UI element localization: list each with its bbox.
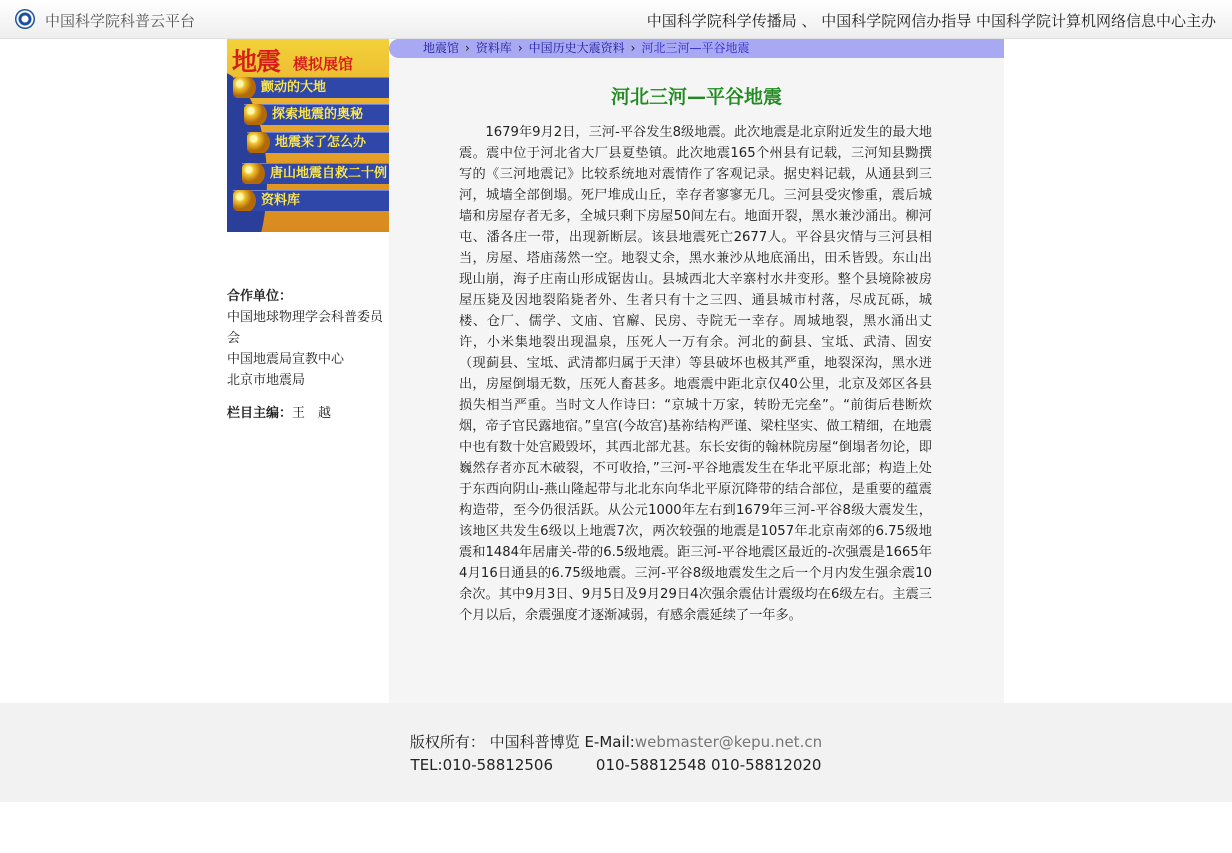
- breadcrumb-link-history[interactable]: 中国历史大震资料: [528, 41, 625, 55]
- globe-icon: [242, 163, 265, 184]
- footer-copyright-line: [0, 731, 1232, 752]
- menu-item-label: 唐山地震自救二十例: [270, 166, 388, 181]
- partner-item: 北京市地震局: [227, 373, 306, 388]
- menu-item-label: 探索地震的奥秘: [272, 107, 364, 122]
- menu-item-label: 地震来了怎么办: [275, 135, 367, 150]
- breadcrumb-current: 河北三河—平谷地震: [641, 41, 750, 55]
- banner-title-small: 模拟展馆: [293, 55, 354, 73]
- partners-block: [227, 286, 389, 424]
- menu-item-tangshan-cases[interactable]: [242, 163, 389, 184]
- editor-heading: 栏目主编：: [227, 406, 293, 421]
- sponsors-text: 中国科学院科学传播局 、 中国科学院网信办指导 中国科学院计算机网络信息中心主办: [646, 12, 1216, 30]
- top-bar: [0, 0, 1232, 39]
- site-name-link[interactable]: 中国科学院科普云平台: [45, 12, 196, 30]
- banner-logo[interactable]: [230, 42, 389, 74]
- copyright-text: 版权所有： 中国科普博览 E-Mail:: [409, 733, 635, 751]
- chevron-right-icon: ›: [630, 41, 636, 55]
- menu-item-trembling-earth[interactable]: [233, 77, 389, 98]
- globe-icon: [247, 132, 270, 153]
- email-link[interactable]: webmaster@kepu.net.cn: [634, 733, 823, 751]
- menu-item-label: 颤动的大地: [261, 80, 327, 95]
- breadcrumb-link-database[interactable]: 资料库: [475, 41, 512, 55]
- menu-item-what-to-do[interactable]: [247, 132, 389, 153]
- article-body: 1679年9月2日，三河-平谷发生8级地震。此次地震是北京附近发生的最大地震。震中位于河北省大厂县夏垫镇。此次地震165个州县有记载，三河知县黝撰写的《三河地震记》比较系统地对震情作了客观记录。据史料记载，从通县到三河，城墙全部倒塌。死尸堆成山丘，幸存者寥寥无几。三河县受灾惨重，震后城墙和房屋存者无多，全城只剩下房屋50间左右。地面开裂，黑水兼沙涌出。柳河屯、潘各庄一带，出现新断层。该县地震死亡2677人。平谷县灾情与三河县相当，房屋、塔庙荡然一空。地裂丈余，黑水兼沙从地底涌出，田禾皆毁。东山出现山崩，海子庄南山形成锯齿山。县城西北大辛寨村水井变形。整个县境除被房屋压毙及因地裂陷毙者外、生者只有十之三四、通县城市村落，尽成瓦砾，城楼、仓厂、儒学、文庙、官廨、民房、寺院无一幸存。周城地裂，黑水涌出丈许，小米集地裂出现温泉，压死人一万有余。河北的蓟县、宝坻、武清、固安（现蓟县、宝坻、武清都归属于天津）等县破坏也极其严重，地裂深沟，黑水迸出，房屋倒塌无数，压死人畜甚多。地震震中距北京仅40公里，北京及郊区各县损失相当严重。当时文人作诗曰：“京城十万家，转盼无完垒”。“前街后巷断炊烟，帝子官民露地宿。”皇宫(今故宫)基祢结构严谨、梁柱坚实、做工精细，在地震中也有数十处宫殿毁坏，其西北部尤甚。东长安街的翰林院房屋“倒塌者勿论，即巍然存者亦瓦木破裂，不可收拾，”三河-平谷地震发生在华北平原北部；构造上处于东西向阴山-燕山隆起带与北北东向华北平原沉降带的结合部位，是重要的蕴震构造带，至今仍很活跃。从公元1000年左右到1679年三河-平谷8级大震发生，该地区共发生6级以上地震7次，两次较强的地震是1057年北京南郊的6.75级地震和1484年居庸关-带的6.5级地震。距三河-平谷地震区最近的-次强震是1665年4月16日通县的6.75级地震。三河-平谷8级地震发生之后一个月内发生强余震10余次。其中9月3日、9月5日及9月29日4次强余震估计震级均在6级左右。主震三个月以后，余震强度才逐渐减弱，有感余震延续了一年多。: [459, 125, 932, 623]
- footer-tel-line: TEL:010-58812506 010-58812548 010-58812020: [410, 756, 822, 774]
- chevron-right-icon: ›: [517, 41, 523, 55]
- editor-line: [227, 403, 389, 424]
- partner-item: 中国地球物理学会科普委员会: [227, 310, 384, 346]
- museum-banner: [227, 39, 389, 232]
- globe-icon: [233, 77, 256, 98]
- cas-logo-icon[interactable]: [15, 9, 35, 29]
- menu-item-explore-mysteries[interactable]: [244, 104, 389, 125]
- globe-icon: [244, 104, 267, 125]
- breadcrumb-link-museum[interactable]: 地震馆: [423, 41, 460, 55]
- sidebar: [227, 39, 389, 232]
- globe-icon: [233, 190, 256, 211]
- article-title: 河北三河—平谷地震: [610, 86, 782, 108]
- menu-item-database[interactable]: [233, 190, 389, 211]
- breadcrumb: [389, 39, 1004, 58]
- article-panel: [389, 58, 1004, 703]
- menu-item-label: 资料库: [261, 193, 301, 208]
- partners-heading: 合作单位：: [227, 289, 293, 304]
- chevron-right-icon: ›: [465, 41, 470, 55]
- editor-name: 王 越: [292, 406, 332, 421]
- footer: [0, 703, 1232, 802]
- banner-title-big: 地震: [232, 47, 281, 76]
- partner-item: 中国地震局宣教中心: [227, 352, 345, 367]
